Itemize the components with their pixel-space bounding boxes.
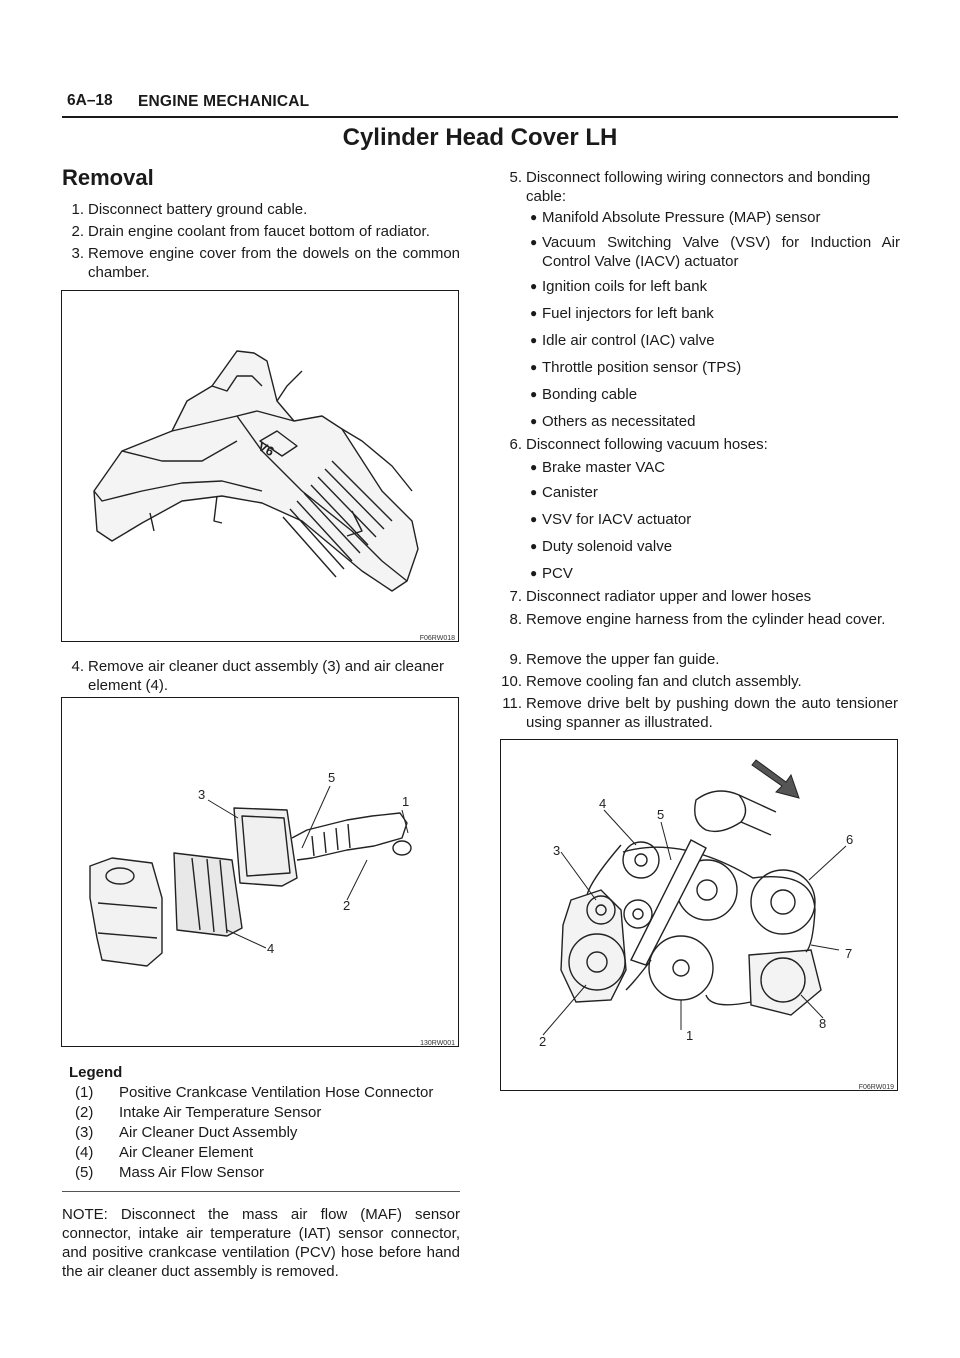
callout-3: 3 [198, 787, 206, 802]
v6-badge: V6 [255, 438, 277, 460]
legend-text: Air Cleaner Duct Assembly [119, 1124, 298, 1141]
step-number: 4. [71, 658, 84, 675]
page-number: 6A–18 [67, 92, 113, 109]
step-text: Disconnect following wiring connectors and bonding cable: [526, 169, 871, 205]
step-text: Remove air cleaner duct assembly (3) and air cleaner element (4). [88, 658, 444, 694]
callout-6: 6 [846, 832, 854, 847]
step-number: 1. [71, 201, 84, 218]
callout-leader-5 [302, 786, 330, 848]
callout-1: 1 [686, 1028, 694, 1043]
section-title: ENGINE MECHANICAL [138, 93, 310, 110]
callout-4: 4 [267, 941, 275, 956]
callout-leader-4 [227, 930, 266, 948]
legend-heading: Legend [69, 1064, 123, 1081]
callout-2: 2 [539, 1034, 547, 1049]
step-number: 3. [71, 245, 84, 262]
figure-air-cleaner [61, 697, 459, 1047]
legend-number: (5) [75, 1164, 94, 1181]
step-text: Disconnect following vacuum hoses: [526, 436, 768, 453]
callout-1: 1 [402, 794, 410, 809]
page-title: Cylinder Head Cover LH [342, 124, 618, 151]
legend-number: (2) [75, 1104, 94, 1121]
figure-id: F06RW019 [858, 1084, 894, 1091]
step-number: 10. [501, 673, 522, 690]
legend-number: (1) [75, 1084, 94, 1101]
step-text: Remove engine harness from the cylinder head cover. [526, 611, 886, 628]
air-cleaner-illustration [62, 698, 458, 1046]
callout-8: 8 [819, 1016, 827, 1031]
callout-2: 2 [343, 898, 351, 913]
step-text: Remove the upper fan guide. [526, 651, 720, 668]
callout-leader-2 [347, 860, 367, 900]
step-text: Remove cooling fan and clutch assembly. [526, 673, 802, 690]
step-number: 7. [509, 588, 522, 605]
removal-heading: Removal [62, 165, 154, 190]
legend-number: (4) [75, 1144, 94, 1161]
step-number: 5. [509, 169, 522, 186]
legend-text: Intake Air Temperature Sensor [119, 1104, 322, 1121]
header-rule [62, 116, 898, 118]
figure-engine-cover [61, 290, 459, 642]
step-number: 9. [509, 651, 522, 668]
callout-5: 5 [328, 770, 336, 785]
callout-3: 3 [553, 843, 561, 858]
step-text: Remove drive belt by pushing down the auto tensioner using spanner as illustrated. [526, 695, 898, 731]
legend-text: Positive Crankcase Ventilation Hose Connector [119, 1084, 434, 1101]
legend-number: (3) [75, 1124, 94, 1141]
figure-drive-belt [500, 739, 898, 1091]
callout-4: 4 [599, 796, 607, 811]
direction-arrow-icon [752, 760, 799, 798]
step-text: Disconnect radiator upper and lower hoses [526, 588, 812, 605]
note-paragraph: NOTE: Disconnect the mass air flow (MAF) sensor connector, intake air temperature (IAT) sensor connector, and positive crankcase ventilation (PCV) hose before hand the air cleaner duct assembly is removed. [62, 1206, 460, 1280]
step-number: 2. [71, 223, 84, 240]
callout-7: 7 [845, 946, 853, 961]
figure-id: 130RW001 [420, 1040, 455, 1047]
engine-cover-illustration [62, 291, 458, 641]
legend-text: Mass Air Flow Sensor [119, 1164, 265, 1181]
step-number: 11. [502, 695, 522, 712]
callout-5: 5 [657, 807, 665, 822]
step-text: Drain engine coolant from faucet bottom of radiator. [88, 223, 430, 240]
step-text: Disconnect battery ground cable. [88, 201, 308, 218]
legend-rule [62, 1191, 460, 1192]
step-number: 8. [509, 611, 522, 628]
figure-id: F06RW018 [419, 635, 455, 642]
step-text: Remove engine cover from the dowels on the common chamber. [88, 245, 460, 281]
legend-text: Air Cleaner Element [119, 1144, 254, 1161]
drive-belt-illustration [501, 740, 897, 1090]
step-number: 6. [509, 436, 522, 453]
